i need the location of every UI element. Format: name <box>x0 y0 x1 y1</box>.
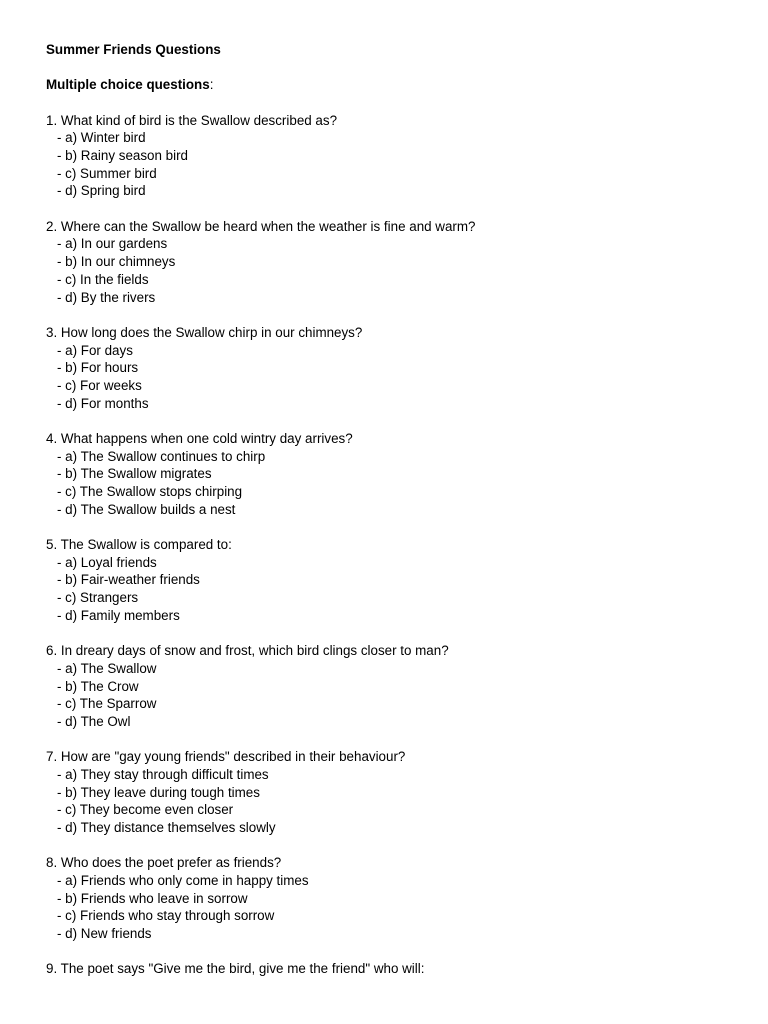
answer-option-a: - a) The Swallow <box>57 660 157 676</box>
answer-option-d: - d) By the rivers <box>57 289 156 305</box>
answer-option-b: - b) Rainy season bird <box>57 148 188 163</box>
answer-option-b: - b) The Swallow migrates <box>57 466 212 482</box>
answer-option-c: - c) In the fields <box>57 271 149 287</box>
question-text: 1. What kind of bird is the Swallow described as? <box>46 112 338 128</box>
question-text: 7. How are "gay young friends" described in their behaviour? <box>46 749 406 765</box>
question-8 <box>46 854 768 943</box>
question-1 <box>46 112 768 201</box>
answer-option-b: - b) For hours <box>57 360 139 376</box>
document-title: Summer Friends Questions <box>46 42 221 57</box>
answer-option-d: - d) For months <box>57 395 149 411</box>
answer-option-b: - b) Fair-weather friends <box>57 572 200 588</box>
question-text: 9. The poet says "Give me the bird, give me the friend" who will: <box>46 961 425 977</box>
answer-option-c: - c) Summer bird <box>57 165 157 181</box>
question-list <box>46 112 768 979</box>
answer-option-b: - b) The Crow <box>57 678 139 694</box>
question-9 <box>46 960 768 978</box>
answer-option-a: - a) In our gardens <box>57 236 168 252</box>
question-text: 8. Who does the poet prefer as friends? <box>46 855 282 871</box>
answer-option-d: - d) New friends <box>57 926 152 942</box>
section-heading-colon: : <box>209 77 214 93</box>
answer-option-a: - a) They stay through difficult times <box>57 766 269 782</box>
answer-option-d: - d) They distance themselves slowly <box>57 820 276 836</box>
question-4 <box>46 430 768 519</box>
question-3 <box>46 324 768 413</box>
answer-option-d: - d) Family members <box>57 607 180 623</box>
answer-option-a: - a) Friends who only come in happy times <box>57 873 309 889</box>
answer-option-c: - c) Friends who stay through sorrow <box>57 908 275 924</box>
question-text: 5. The Swallow is compared to: <box>46 537 232 553</box>
answer-option-a: - a) The Swallow continues to chirp <box>57 448 266 464</box>
answer-option-b: - b) In our chimneys <box>57 254 176 270</box>
section-heading-text: Multiple choice questions <box>46 77 210 93</box>
section-heading <box>46 76 768 94</box>
answer-option-c: - c) Strangers <box>57 590 139 606</box>
question-text: 4. What happens when one cold wintry day arrives? <box>46 430 353 446</box>
answer-option-b: - b) They leave during tough times <box>57 784 260 800</box>
answer-option-a: - a) For days <box>57 342 133 358</box>
question-6 <box>46 642 768 731</box>
answer-option-c: - c) They become even closer <box>57 802 234 818</box>
question-text: 3. How long does the Swallow chirp in our chimneys? <box>46 324 363 340</box>
question-5 <box>46 536 768 625</box>
question-7 <box>46 748 768 837</box>
answer-option-c: - c) The Swallow stops chirping <box>57 484 243 500</box>
answer-option-c: - c) For weeks <box>57 377 142 393</box>
answer-option-d: - d) The Owl <box>57 713 131 729</box>
answer-option-a: - a) Loyal friends <box>57 554 157 570</box>
question-text: 6. In dreary days of snow and frost, which bird clings closer to man? <box>46 643 449 659</box>
answer-option-d: - d) Spring bird <box>57 183 146 199</box>
answer-option-c: - c) The Sparrow <box>57 696 157 712</box>
question-text: 2. Where can the Swallow be heard when the weather is fine and warm? <box>46 218 476 234</box>
question-2 <box>46 218 768 307</box>
answer-option-d: - d) The Swallow builds a nest <box>57 501 236 517</box>
answer-option-a: - a) Winter bird <box>57 130 146 146</box>
answer-option-b: - b) Friends who leave in sorrow <box>57 890 248 906</box>
